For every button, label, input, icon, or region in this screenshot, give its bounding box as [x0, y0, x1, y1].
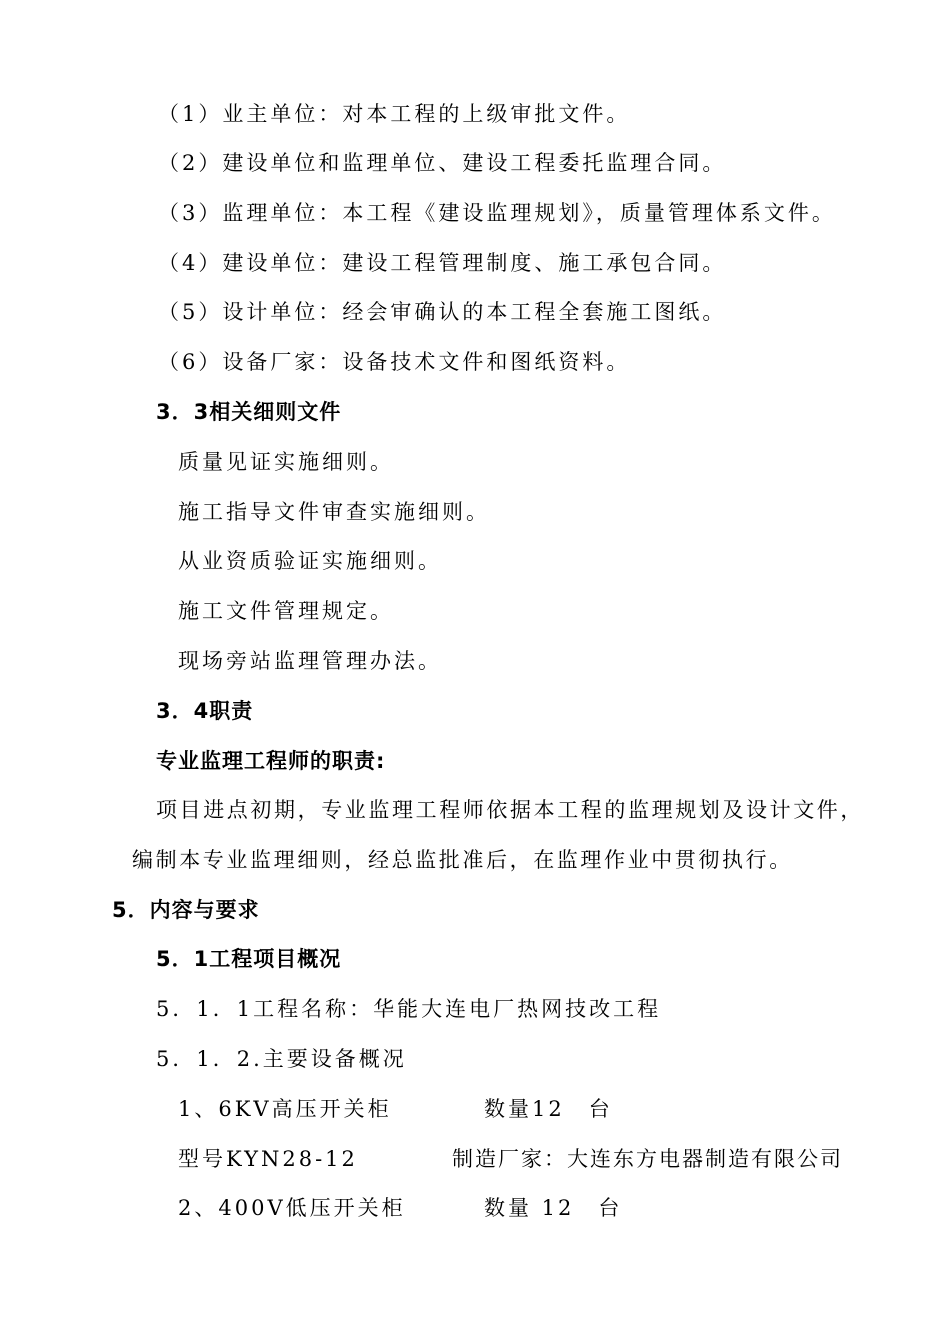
- rule-item-4: 施工文件管理规定。: [178, 599, 394, 623]
- equipment-2-name: 2、400V低压开关柜: [178, 1196, 406, 1220]
- equipment-1-detail-row: [0, 1145, 950, 1173]
- section-heading-5: 5．内容与要求: [112, 898, 260, 922]
- basis-item-5: （5）设计单位：经会审确认的本工程全套施工图纸。: [158, 300, 727, 324]
- rule-item-3: 从业资质验证实施细则。: [178, 549, 442, 573]
- basis-item-6: （6）设备厂家：设备技术文件和图纸资料。: [158, 350, 631, 374]
- basis-item-1: （1）业主单位：对本工程的上级审批文件。: [158, 102, 631, 126]
- equipment-1-quantity: 数量12 台: [484, 1097, 613, 1121]
- basis-item-2: （2）建设单位和监理单位、建设工程委托监理合同。: [158, 151, 727, 175]
- section-heading-3-3: 3．3相关细则文件: [156, 400, 342, 424]
- main-equipment-heading: 5．1．2.主要设备概况: [156, 1047, 407, 1071]
- equipment-1-model: 型号KYN28-12: [178, 1147, 358, 1171]
- equipment-1-row: [0, 1095, 950, 1123]
- equipment-2-quantity: 数量 12 台: [484, 1196, 623, 1220]
- equipment-1-manufacturer: 制造厂家：大连东方电器制造有限公司: [452, 1147, 843, 1171]
- duty-paragraph-line-1: 项目进点初期，专业监理工程师依据本工程的监理规划及设计文件，: [156, 798, 864, 822]
- section-heading-3-4: 3．4职责: [156, 699, 254, 723]
- rule-item-2: 施工指导文件审查实施细则。: [178, 500, 490, 524]
- equipment-1-name: 1、6KV高压开关柜: [178, 1097, 392, 1121]
- rule-item-1: 质量见证实施细则。: [178, 450, 394, 474]
- section-heading-5-1: 5．1工程项目概况: [156, 947, 342, 971]
- basis-item-3: （3）监理单位：本工程《建设监理规划》，质量管理体系文件。: [158, 201, 836, 225]
- duty-title: 专业监理工程师的职责:: [156, 749, 386, 773]
- project-name-item: 5．1．1工程名称：华能大连电厂热网技改工程: [156, 997, 662, 1021]
- basis-item-4: （4）建设单位：建设工程管理制度、施工承包合同。: [158, 251, 727, 275]
- rule-item-5: 现场旁站监理管理办法。: [178, 649, 442, 673]
- equipment-2-row: [0, 1194, 950, 1222]
- duty-paragraph-line-2: 编制本专业监理细则，经总监批准后，在监理作业中贯彻执行。: [132, 848, 793, 872]
